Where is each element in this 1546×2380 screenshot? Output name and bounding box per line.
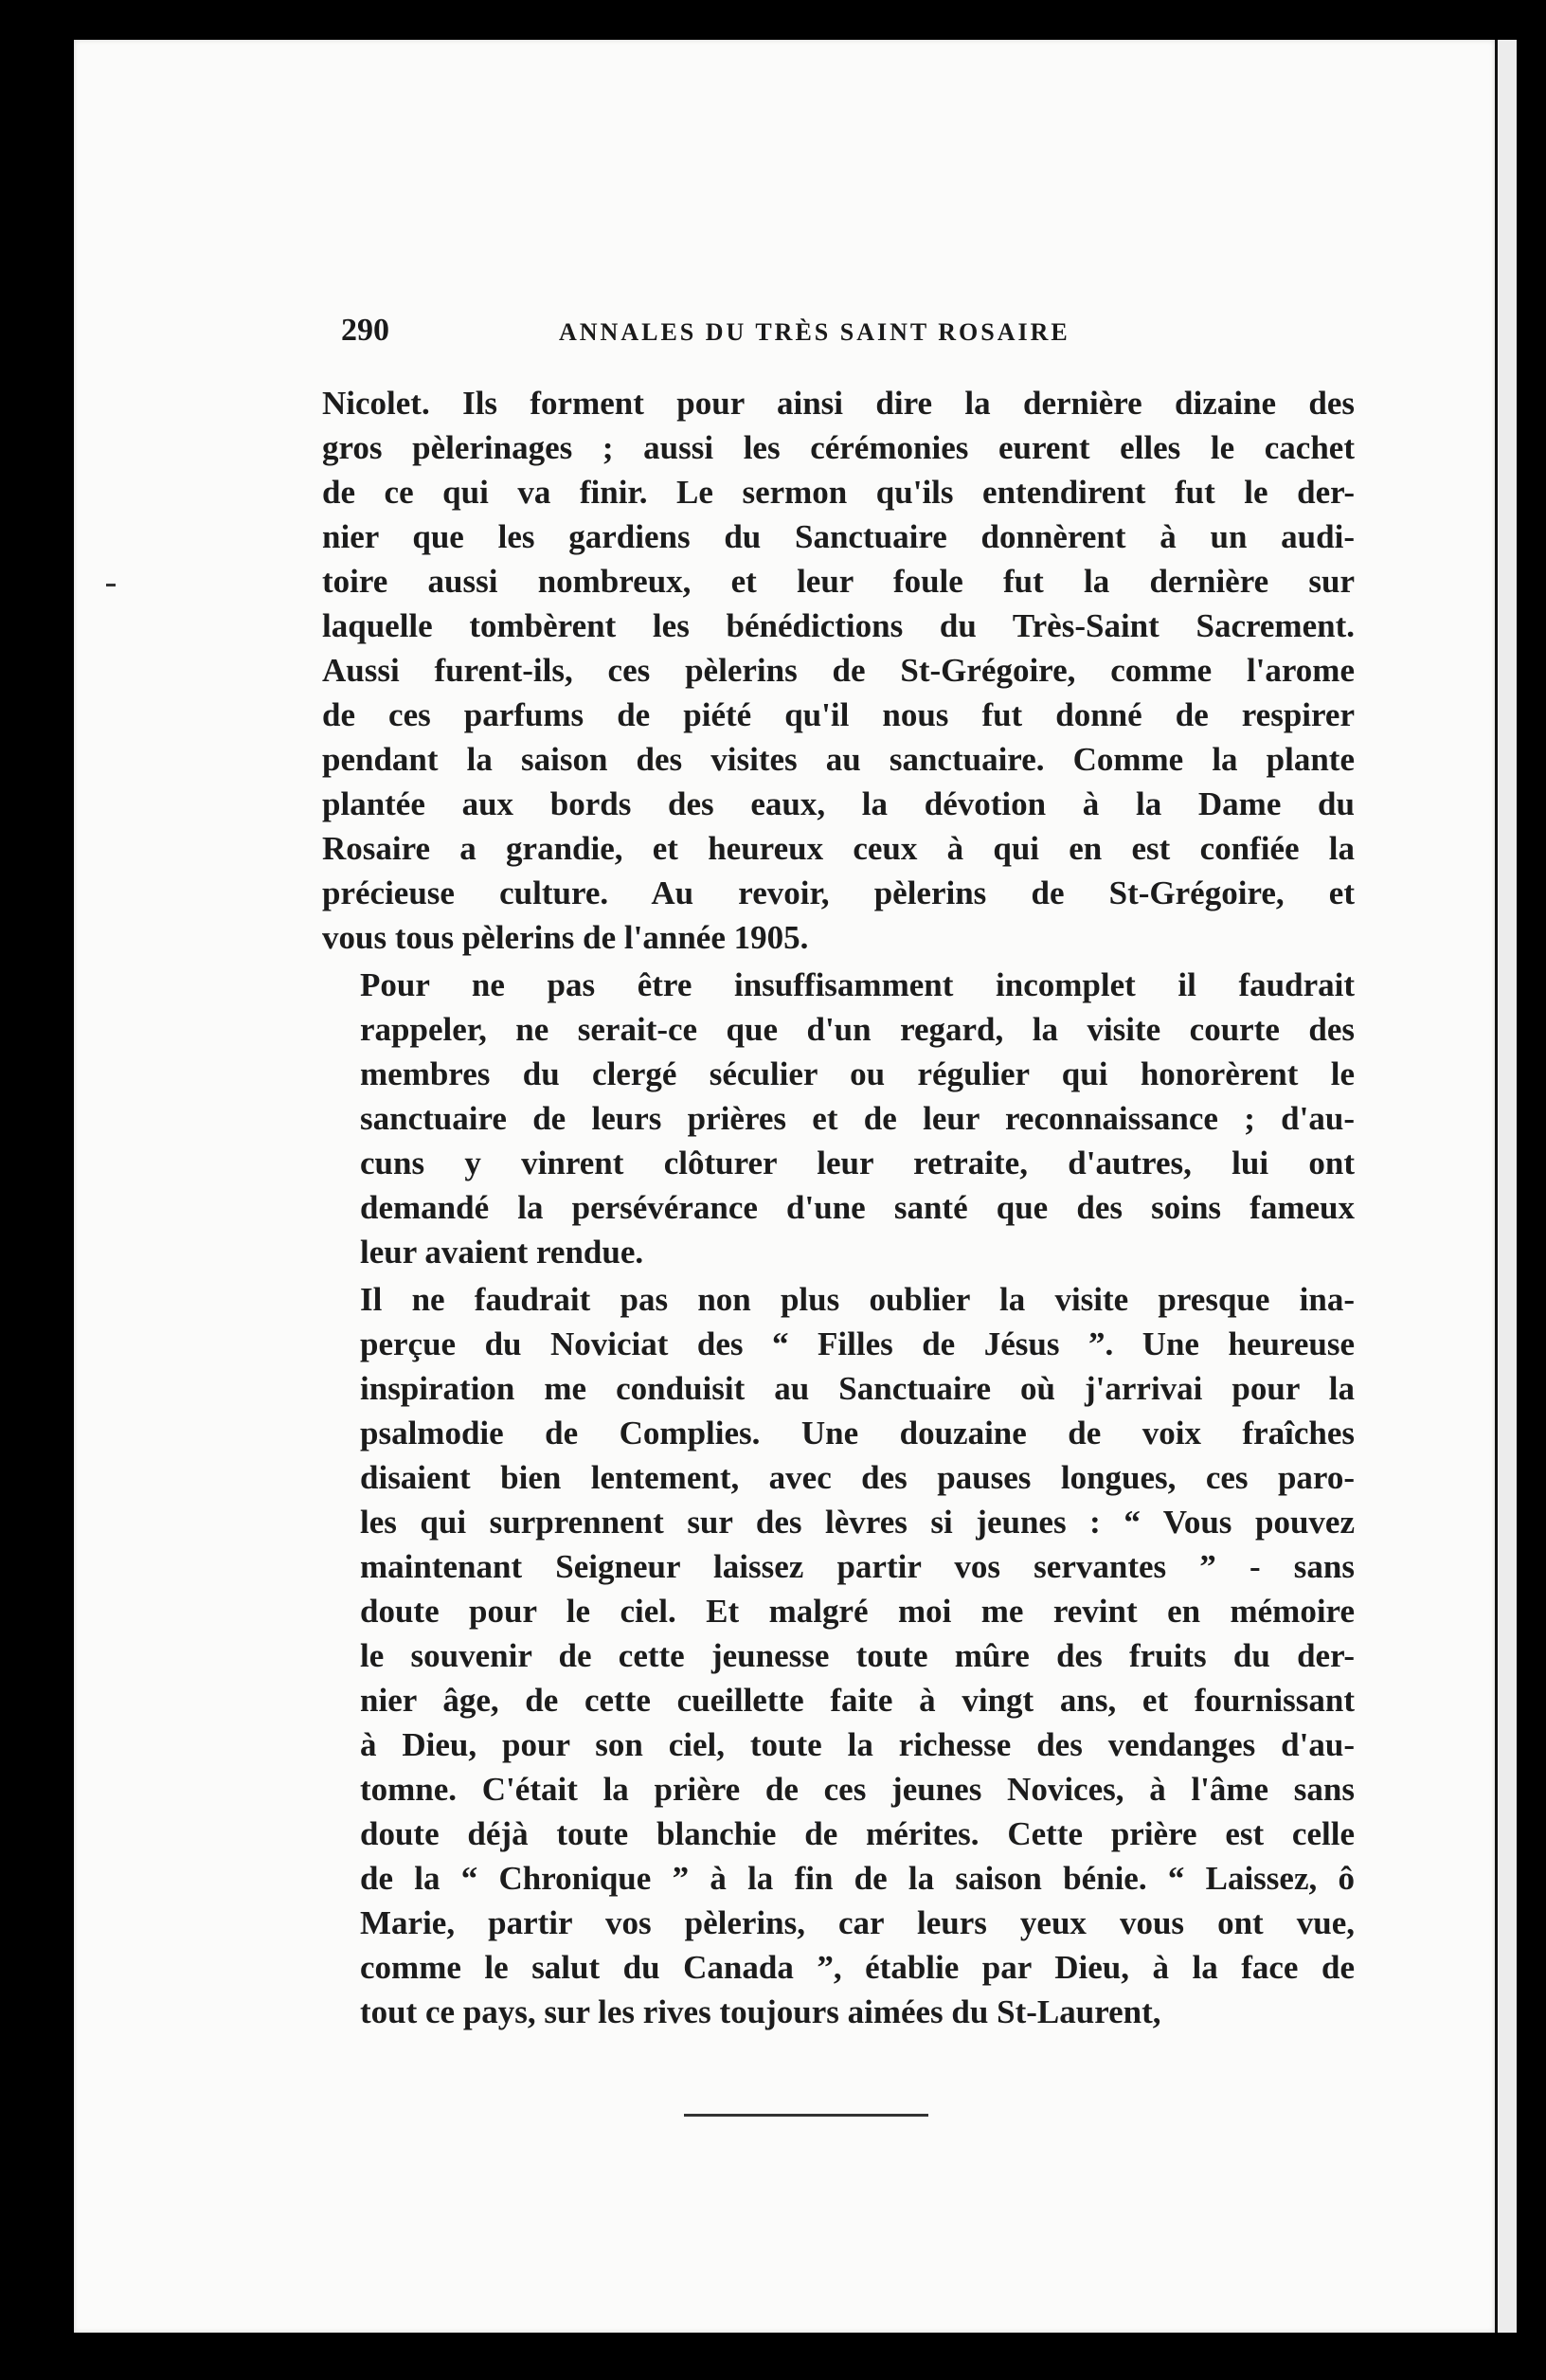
text-line: comme le salut du Canada ”, établie par Dieu, à la face de: [360, 1949, 1355, 1986]
text-line: Marie, partir vos pèlerins, car leurs yeux vous ont vue,: [360, 1904, 1355, 1941]
text-line: de ces parfums de piété qu'il nous fut donné de respirer: [322, 696, 1355, 733]
adjacent-page-edge: [1495, 40, 1517, 2333]
page-number: 290: [341, 313, 389, 348]
paragraph: [322, 963, 1355, 1274]
running-title: ANNALES DU TRÈS SAINT ROSAIRE: [559, 318, 1070, 346]
text-line: toire aussi nombreux, et leur foule fut la dernière sur: [322, 563, 1355, 600]
text-line: doute déjà toute blanchie de mérites. Cette prière est celle: [360, 1815, 1355, 1852]
text-line: doute pour le ciel. Et malgré moi me revint en mémoire: [360, 1593, 1355, 1630]
text-line: rappeler, ne serait-ce que d'un regard, la visite courte des: [360, 1011, 1355, 1048]
text-line: de la “ Chronique ” à la fin de la saison bénie. “ Laissez, ô: [360, 1860, 1355, 1897]
text-line: précieuse culture. Au revoir, pèlerins de St-Grégoire, et: [322, 874, 1355, 911]
text-line: tout ce pays, sur les rives toujours aimées du St-Laurent,: [360, 1993, 1161, 2030]
text-line: perçue du Noviciat des “ Filles de Jésus ”. Une heureuse: [360, 1325, 1355, 1362]
text-line: gros pèlerinages ; aussi les cérémonies eurent elles le cachet: [322, 429, 1355, 466]
text-line: sanctuaire de leurs prières et de leur reconnaissance ; d'au-: [360, 1100, 1355, 1137]
paragraph: [322, 381, 1355, 960]
body-text: [322, 381, 1355, 2037]
text-line: Rosaire a grandie, et heureux ceux à qui en est confiée la: [322, 830, 1355, 867]
margin-mark: [106, 584, 116, 586]
text-line: Il ne faudrait pas non plus oublier la visite presque ina-: [360, 1281, 1355, 1318]
text-line: Aussi furent-ils, ces pèlerins de St-Grégoire, comme l'arome: [322, 652, 1355, 689]
text-line: cuns y vinrent clôturer leur retraite, d'autres, lui ont: [360, 1145, 1355, 1181]
text-line: nier que les gardiens du Sanctuaire donnèrent à un audi-: [322, 518, 1355, 555]
text-line: tomne. C'était la prière de ces jeunes Novices, à l'âme sans: [360, 1771, 1355, 1808]
text-line: Nicolet. Ils forment pour ainsi dire la dernière dizaine des: [322, 385, 1355, 422]
text-line: inspiration me conduisit au Sanctuaire où j'arrivai pour la: [360, 1370, 1355, 1407]
end-rule: [684, 2114, 928, 2117]
running-head: [341, 313, 1364, 360]
text-line: psalmodie de Complies. Une douzaine de voix fraîches: [360, 1415, 1355, 1451]
text-line: vous tous pèlerins de l'année 1905.: [322, 919, 809, 956]
text-line: nier âge, de cette cueillette faite à vingt ans, et fournissant: [360, 1682, 1355, 1719]
text-line: laquelle tombèrent les bénédictions du Très-Saint Sacrement.: [322, 607, 1355, 644]
text-line: demandé la persévérance d'une santé que des soins fameux: [360, 1189, 1355, 1226]
text-line: à Dieu, pour son ciel, toute la richesse des vendanges d'au-: [360, 1726, 1355, 1763]
text-line: maintenant Seigneur laissez partir vos servantes ” - sans: [360, 1548, 1355, 1585]
text-line: disaient bien lentement, avec des pauses longues, ces paro-: [360, 1459, 1355, 1496]
text-line: leur avaient rendue.: [360, 1234, 644, 1271]
text-line: de ce qui va finir. Le sermon qu'ils entendirent fut le der-: [322, 474, 1355, 511]
paragraph: [322, 1277, 1355, 2034]
text-line: le souvenir de cette jeunesse toute mûre des fruits du der-: [360, 1637, 1355, 1674]
text-line: les qui surprennent sur des lèvres si jeunes : “ Vous pouvez: [360, 1504, 1355, 1541]
text-line: membres du clergé séculier ou régulier qui honorèrent le: [360, 1055, 1355, 1092]
text-line: plantée aux bords des eaux, la dévotion à la Dame du: [322, 785, 1355, 822]
text-line: Pour ne pas être insuffisamment incomplet il faudrait: [360, 966, 1355, 1003]
text-line: pendant la saison des visites au sanctuaire. Comme la plante: [322, 741, 1355, 778]
